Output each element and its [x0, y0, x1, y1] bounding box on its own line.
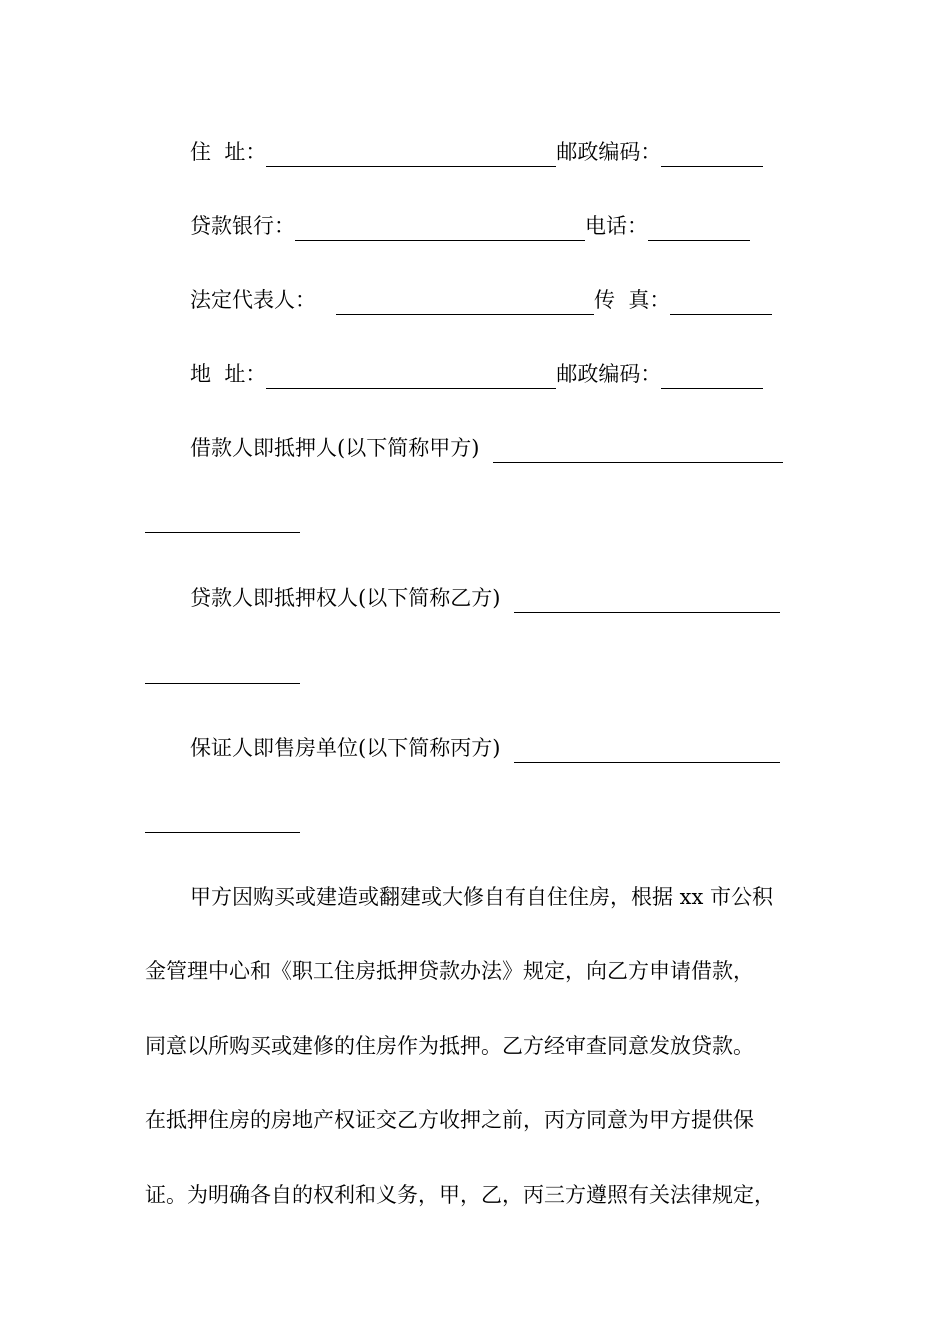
postcode2-blank[interactable] [661, 368, 763, 389]
field-row-location [190, 359, 763, 389]
field-row-bank [190, 211, 750, 241]
party-bing [190, 733, 780, 763]
body-line-5: 证。为明确各自的权利和义务，甲，乙，丙三方遵照有关法律规定， [145, 1183, 775, 1207]
body-line-4: 在抵押住房的房地产权证交乙方收押之前，丙方同意为甲方提供保 [145, 1108, 754, 1132]
party-jia-blank[interactable] [493, 442, 783, 463]
bank-blank[interactable] [295, 220, 585, 241]
body-line-2: 金管理中心和《职工住房抵押贷款办法》规定，向乙方申请借款， [145, 959, 754, 983]
party-jia [190, 433, 783, 463]
party-yi-blank[interactable] [514, 592, 780, 613]
fax-label: 传 真： [594, 288, 671, 312]
postcode-blank[interactable] [661, 146, 763, 167]
representative-blank[interactable] [336, 294, 594, 315]
party-bing-continuation-line[interactable] [145, 832, 300, 833]
phone-label: 电话： [585, 214, 648, 238]
party-jia-label: 借款人即抵押人(以下简称甲方) [190, 436, 480, 460]
party-bing-blank[interactable] [514, 742, 780, 763]
postcode2-label: 邮政编码： [556, 362, 662, 386]
address-label: 住 址： [190, 140, 267, 164]
party-bing-label: 保证人即售房单位(以下简称丙方) [190, 736, 501, 760]
location-label: 地 址： [190, 362, 267, 386]
phone-blank[interactable] [648, 220, 750, 241]
postcode-label: 邮政编码： [556, 140, 662, 164]
party-yi-label: 贷款人即抵押权人(以下简称乙方) [190, 586, 501, 610]
body-line-3: 同意以所购买或建修的住房作为抵押。乙方经审查同意发放贷款。 [145, 1034, 754, 1058]
bank-label: 贷款银行： [190, 214, 295, 238]
party-yi-continuation-line[interactable] [145, 683, 300, 684]
location-blank[interactable] [266, 368, 556, 389]
representative-label: 法定代表人： [190, 288, 316, 312]
address-blank[interactable] [266, 146, 556, 167]
party-yi [190, 583, 780, 613]
field-row-representative [190, 285, 772, 315]
body-line-1: 甲方因购买或建造或翻建或大修自有自住住房，根据 xx 市公积 [190, 885, 774, 909]
party-jia-continuation-line[interactable] [145, 532, 300, 533]
fax-blank[interactable] [670, 294, 772, 315]
field-row-address [190, 137, 763, 167]
